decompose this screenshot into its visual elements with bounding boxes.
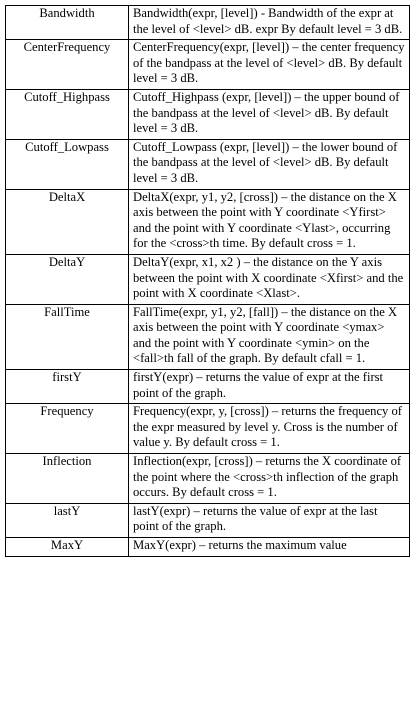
function-name-cell	[6, 6, 129, 40]
function-description: DeltaX(expr, y1, y2, [cross]) – the distance on the X axis between the point with Y coordinate <Yfirst> and the point with Y coordinate <Ylast>, occurring for the <cross>th time. By default cross = 1.	[133, 189, 397, 251]
function-name-cell	[6, 454, 129, 504]
function-reference-table	[5, 5, 410, 557]
function-name: FallTime	[44, 304, 90, 319]
function-name-cell	[6, 139, 129, 189]
function-name: CenterFrequency	[23, 40, 111, 55]
table-row	[6, 6, 410, 40]
function-description: Frequency(expr, y, [cross]) – returns the frequency of the expr measured by level y. Cross is the number of value y. By default cross = 1.	[133, 404, 402, 450]
function-description: Bandwidth(expr, [level]) - Bandwidth of the expr at the level of <level> dB. expr By default level = 3 dB.	[133, 6, 403, 36]
table-row	[6, 40, 410, 90]
table-row	[6, 503, 410, 537]
function-name-cell	[6, 404, 129, 454]
function-name-cell	[6, 304, 129, 369]
function-description-cell	[129, 139, 410, 189]
table-row	[6, 89, 410, 139]
table-row	[6, 189, 410, 254]
function-description-cell	[129, 404, 410, 454]
function-name: Cutoff_Lowpass	[25, 139, 109, 154]
function-description: Cutoff_Lowpass (expr, [level]) – the lower bound of the bandpass at the level of <level> dB. By default level = 3 dB.	[133, 139, 398, 185]
function-name: Inflection	[42, 454, 92, 469]
function-name-cell	[6, 254, 129, 304]
function-name: lastY	[53, 503, 81, 518]
table-row	[6, 404, 410, 454]
function-description-cell	[129, 454, 410, 504]
function-description-cell	[129, 503, 410, 537]
function-name-cell	[6, 503, 129, 537]
table-row	[6, 304, 410, 369]
function-description-cell	[129, 89, 410, 139]
function-name: Frequency	[40, 404, 94, 419]
function-description: Inflection(expr, [cross]) – returns the X coordinate of the point where the <cross>th inflection of the graph occurs. By default cross = 1.	[133, 454, 402, 500]
function-description-cell	[129, 40, 410, 90]
function-name-cell	[6, 89, 129, 139]
function-description-cell	[129, 304, 410, 369]
function-name: DeltaY	[48, 254, 86, 269]
function-name-cell	[6, 189, 129, 254]
table-row	[6, 370, 410, 404]
function-description: firstY(expr) – returns the value of expr at the first point of the graph.	[133, 370, 384, 400]
function-name: firstY	[52, 370, 82, 385]
table-row	[6, 454, 410, 504]
function-name: DeltaX	[48, 189, 86, 204]
function-description-cell	[129, 254, 410, 304]
function-description: MaxY(expr) – returns the maximum value	[133, 538, 347, 552]
function-description: lastY(expr) – returns the value of expr at the last point of the graph.	[133, 503, 378, 534]
table-row	[6, 254, 410, 304]
function-name-cell	[6, 370, 129, 404]
table-row	[6, 538, 410, 557]
function-description-cell	[129, 370, 410, 404]
function-description-cell	[129, 6, 410, 40]
function-name: Bandwidth	[39, 6, 95, 20]
function-description: Cutoff_Highpass (expr, [level]) – the upper bound of the bandpass at the level of <level> dB. By default level = 3 dB.	[133, 89, 400, 136]
function-description: DeltaY(expr, x1, x2 ) – the distance on the Y axis between the point with X coordinate <Xfirst> and the point with X coordinate <Xlast>.	[133, 254, 404, 301]
function-name-cell	[6, 538, 129, 557]
function-description: CenterFrequency(expr, [level]) – the center frequency of the bandpass at the level of <level> dB. By default level = 3 dB.	[133, 40, 405, 86]
function-description: FallTime(expr, y1, y2, [fall]) – the distance on the X axis between the point with Y coordinate <ymax> and the point with Y coordinate <ymin> on the <fall>th fall of the graph. By default cfall = 1.	[133, 304, 398, 366]
table-body	[6, 6, 410, 557]
table-row	[6, 139, 410, 189]
function-name-cell	[6, 40, 129, 90]
function-description-cell	[129, 189, 410, 254]
function-name: Cutoff_Highpass	[24, 89, 110, 104]
function-description-cell	[129, 538, 410, 557]
function-name: MaxY	[50, 538, 84, 552]
